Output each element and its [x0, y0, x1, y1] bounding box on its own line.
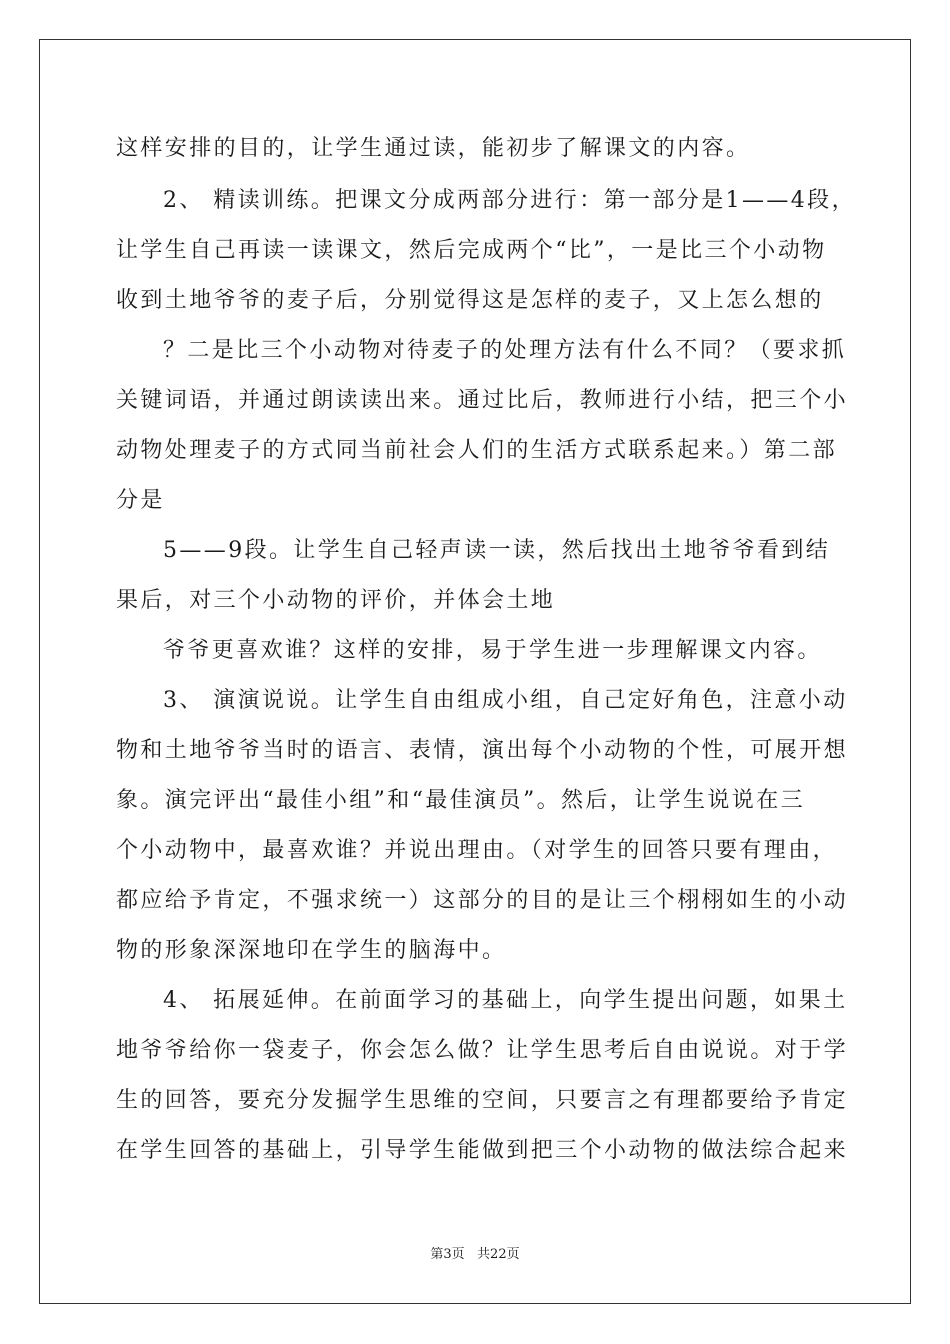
text-line: 都应给予肯定，不强求统一）这部分的目的是让三个栩栩如生的小动 — [116, 888, 849, 913]
text-line: 爷爷更喜欢谁？这样的安排，易于学生进一步理解课文内容。 — [163, 638, 822, 663]
text-line: 5——9段。让学生自己轻声读一读，然后找出土地爷爷看到结 — [163, 538, 831, 563]
text-line: 2、 精读训练。把课文分成两部分进行：第一部分是1——4段， — [163, 188, 856, 213]
text-line: 收到土地爷爷的麦子后，分别觉得这是怎样的麦子，又上怎么想的 — [116, 288, 824, 313]
text-line: 象。演完评出“最佳小组”和“最佳演员”。然后，让学生说说在三 — [116, 788, 805, 813]
text-line: 物和土地爷爷当时的语言、表情，演出每个小动物的个性，可展开想 — [116, 738, 849, 763]
text-line: 地爷爷给你一袋麦子，你会怎么做？让学生思考后自由说说。对于学 — [116, 1038, 849, 1063]
text-line: 这样安排的目的，让学生通过读，能初步了解课文的内容。 — [116, 136, 751, 161]
text-line: 让学生自己再读一读课文，然后完成两个“比”，一是比三个小动物 — [116, 238, 827, 263]
page-number-footer: 第3页 共22页 — [430, 1247, 520, 1262]
text-line: 果后，对三个小动物的评价，并体会土地 — [116, 588, 556, 613]
text-line: 4、 拓展延伸。在前面学习的基础上，向学生提出问题，如果土 — [163, 988, 848, 1013]
text-line: 生的回答，要充分发掘学生思维的空间，只要言之有理都要给予肯定 — [116, 1088, 849, 1113]
text-line: 物的形象深深地印在学生的脑海中。 — [116, 938, 507, 963]
text-line: 个小动物中，最喜欢谁？并说出理由。（对学生的回答只要有理由， — [116, 838, 838, 863]
text-line: 3、 演演说说。让学生自由组成小组，自己定好角色，注意小动 — [163, 688, 848, 713]
text-line: 动物处理麦子的方式同当前社会人们的生活方式联系起来。）第二部 — [116, 438, 838, 463]
text-line: ？二是比三个小动物对待麦子的处理方法有什么不同？（要求抓 — [163, 338, 847, 363]
text-line: 在学生回答的基础上，引导学生能做到把三个小动物的做法综合起来 — [116, 1138, 849, 1163]
text-line: 分是 — [116, 488, 165, 513]
text-line: 关键词语，并通过朗读读出来。通过比后，教师进行小结，把三个小 — [116, 388, 849, 413]
